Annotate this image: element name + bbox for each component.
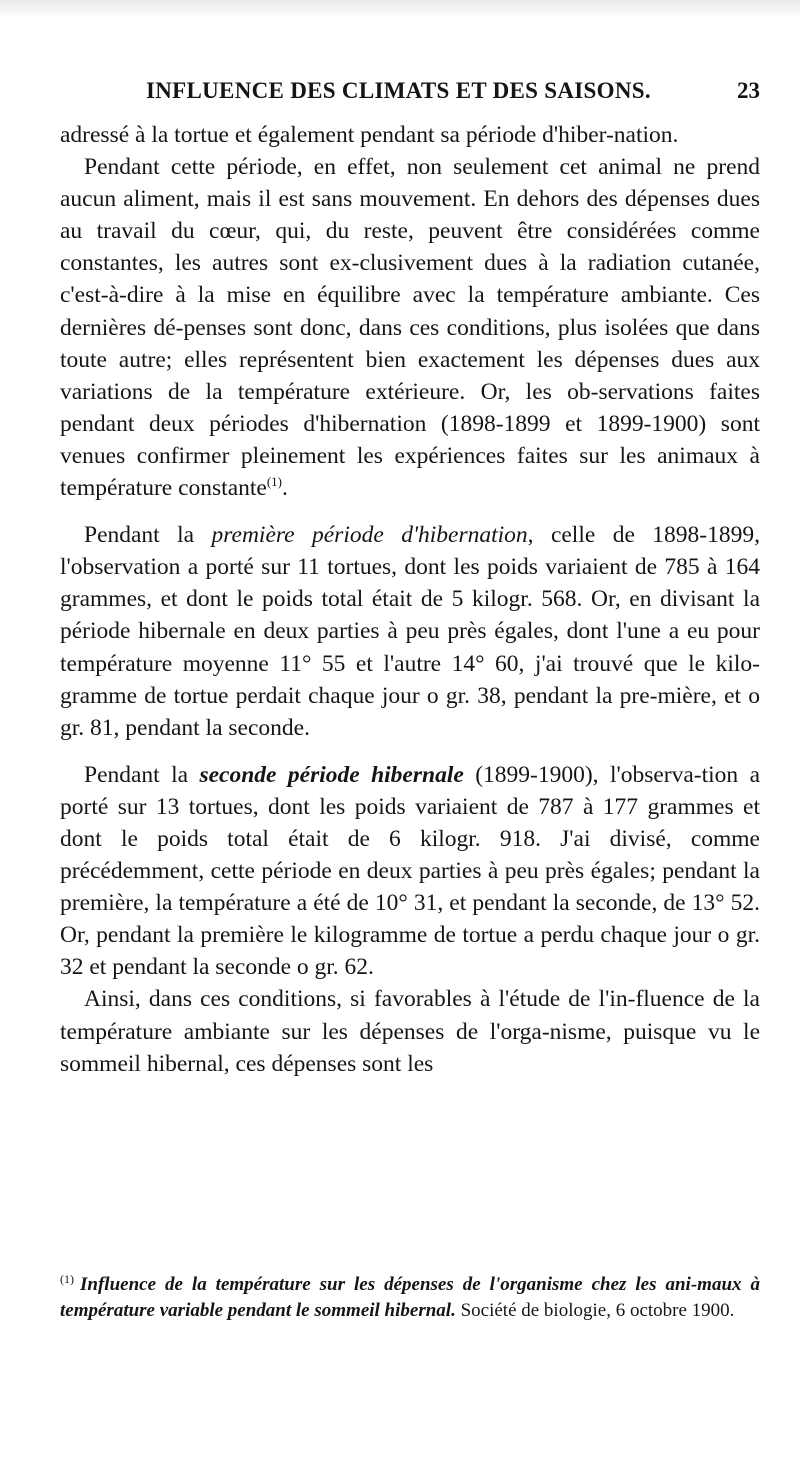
paragraph-continuation [60,119,760,151]
paragraph-text: Ainsi, dans ces conditions, si favorables à l'étude de l'in-fluence de la température ambiante sur les dépenses de l'orga-nisme, puisque vu le sommeil hibernal, ces dépenses sont les [60,986,760,1077]
emphasis-first-period: première période d'hibernation [211,522,528,549]
paragraph-second-period [60,759,760,984]
paragraph-first-period [60,519,760,744]
paragraph-text: (1899-1900), l'observa-tion a porté sur 13 tortues, dont les poids variaient de 787 à 177 grammes et dont le poids total était de 6 kilogr. 918. J'ai divisé, comme précédemment, cette période en deux parties à peu près égales; pendant la première, la température a été de 10° 31, et pendant la seconde, de 13° 52. Or, pendant la première le kilogramme de tortue a perdu chaque jour o gr. 32 et pendant la seconde o gr. 62. [60,761,761,981]
paragraph-conclusion [60,983,760,1079]
footnote-mark: (1) [60,1271,74,1286]
page-top-edge [0,0,800,18]
paragraph-hibernation-expenses [60,151,760,504]
paragraph-end-punctuation: . [282,475,288,502]
emphasis-second-period: seconde période hibernale [199,761,464,788]
page-header [60,78,760,112]
paragraph-text: , celle de 1898-1899, l'observation a porté sur 11 tortues, dont les poids variaient de 785 à 164 grammes, et dont le poids total était de 5 kilogr. 568. Or, en divisant la période hibernale en deux parties à peu près égales, dont l'une a eu pour température moyenne 11° 55 et l'autre 14° 60, j'ai trouvé que le kilo-gramme de tortue perdait chaque jour o gr. 38, pendant la pre-mière, et o gr. 81, pendant la seconde. [60,522,761,741]
footnote [60,1272,760,1324]
footnote-reference: (1) [266,474,283,490]
footnote-source: Société de biologie, 6 octobre 1900. [455,1300,735,1321]
paragraph-text: Pendant cette période, en effet, non seulement cet animal ne prend aucun aliment, mais il est sans mouvement. En dehors des dépenses dues au travail du cœur, qui, du reste, peuvent être considérées comme constantes, les autres sont ex-clusivement dues à la radiation cutanée, c'est-à-dire à la mise en équilibre avec la température ambiante. Ces dernières dé-penses sont donc, dans ces conditions, plus isolées que dans toute autre; elles représentent bien exactement les dépenses dues aux variations de la température extérieure. Or, les ob-servations faites pendant deux périodes d'hibernation (1898-1899 et 1899-1900) sont venues confirmer pleinement les expériences faites sur les animaux à température constante [60,154,760,502]
paragraph-text: adressé à la tortue et également pendant sa période d'hiber-nation. [60,122,679,148]
paragraph-text-start: Pendant la [84,761,200,788]
body-text [60,119,760,1080]
paragraph-text-start: Pendant la [84,522,212,549]
footnote-title: Influence de la température sur les dépenses de l'organisme chez les ani-maux à température variable pendant le sommeil hibernal. [60,1274,760,1321]
page-number: 23 [737,78,760,103]
running-title: INFLUENCE DES CLIMATS ET DES SAISONS. [146,78,651,103]
